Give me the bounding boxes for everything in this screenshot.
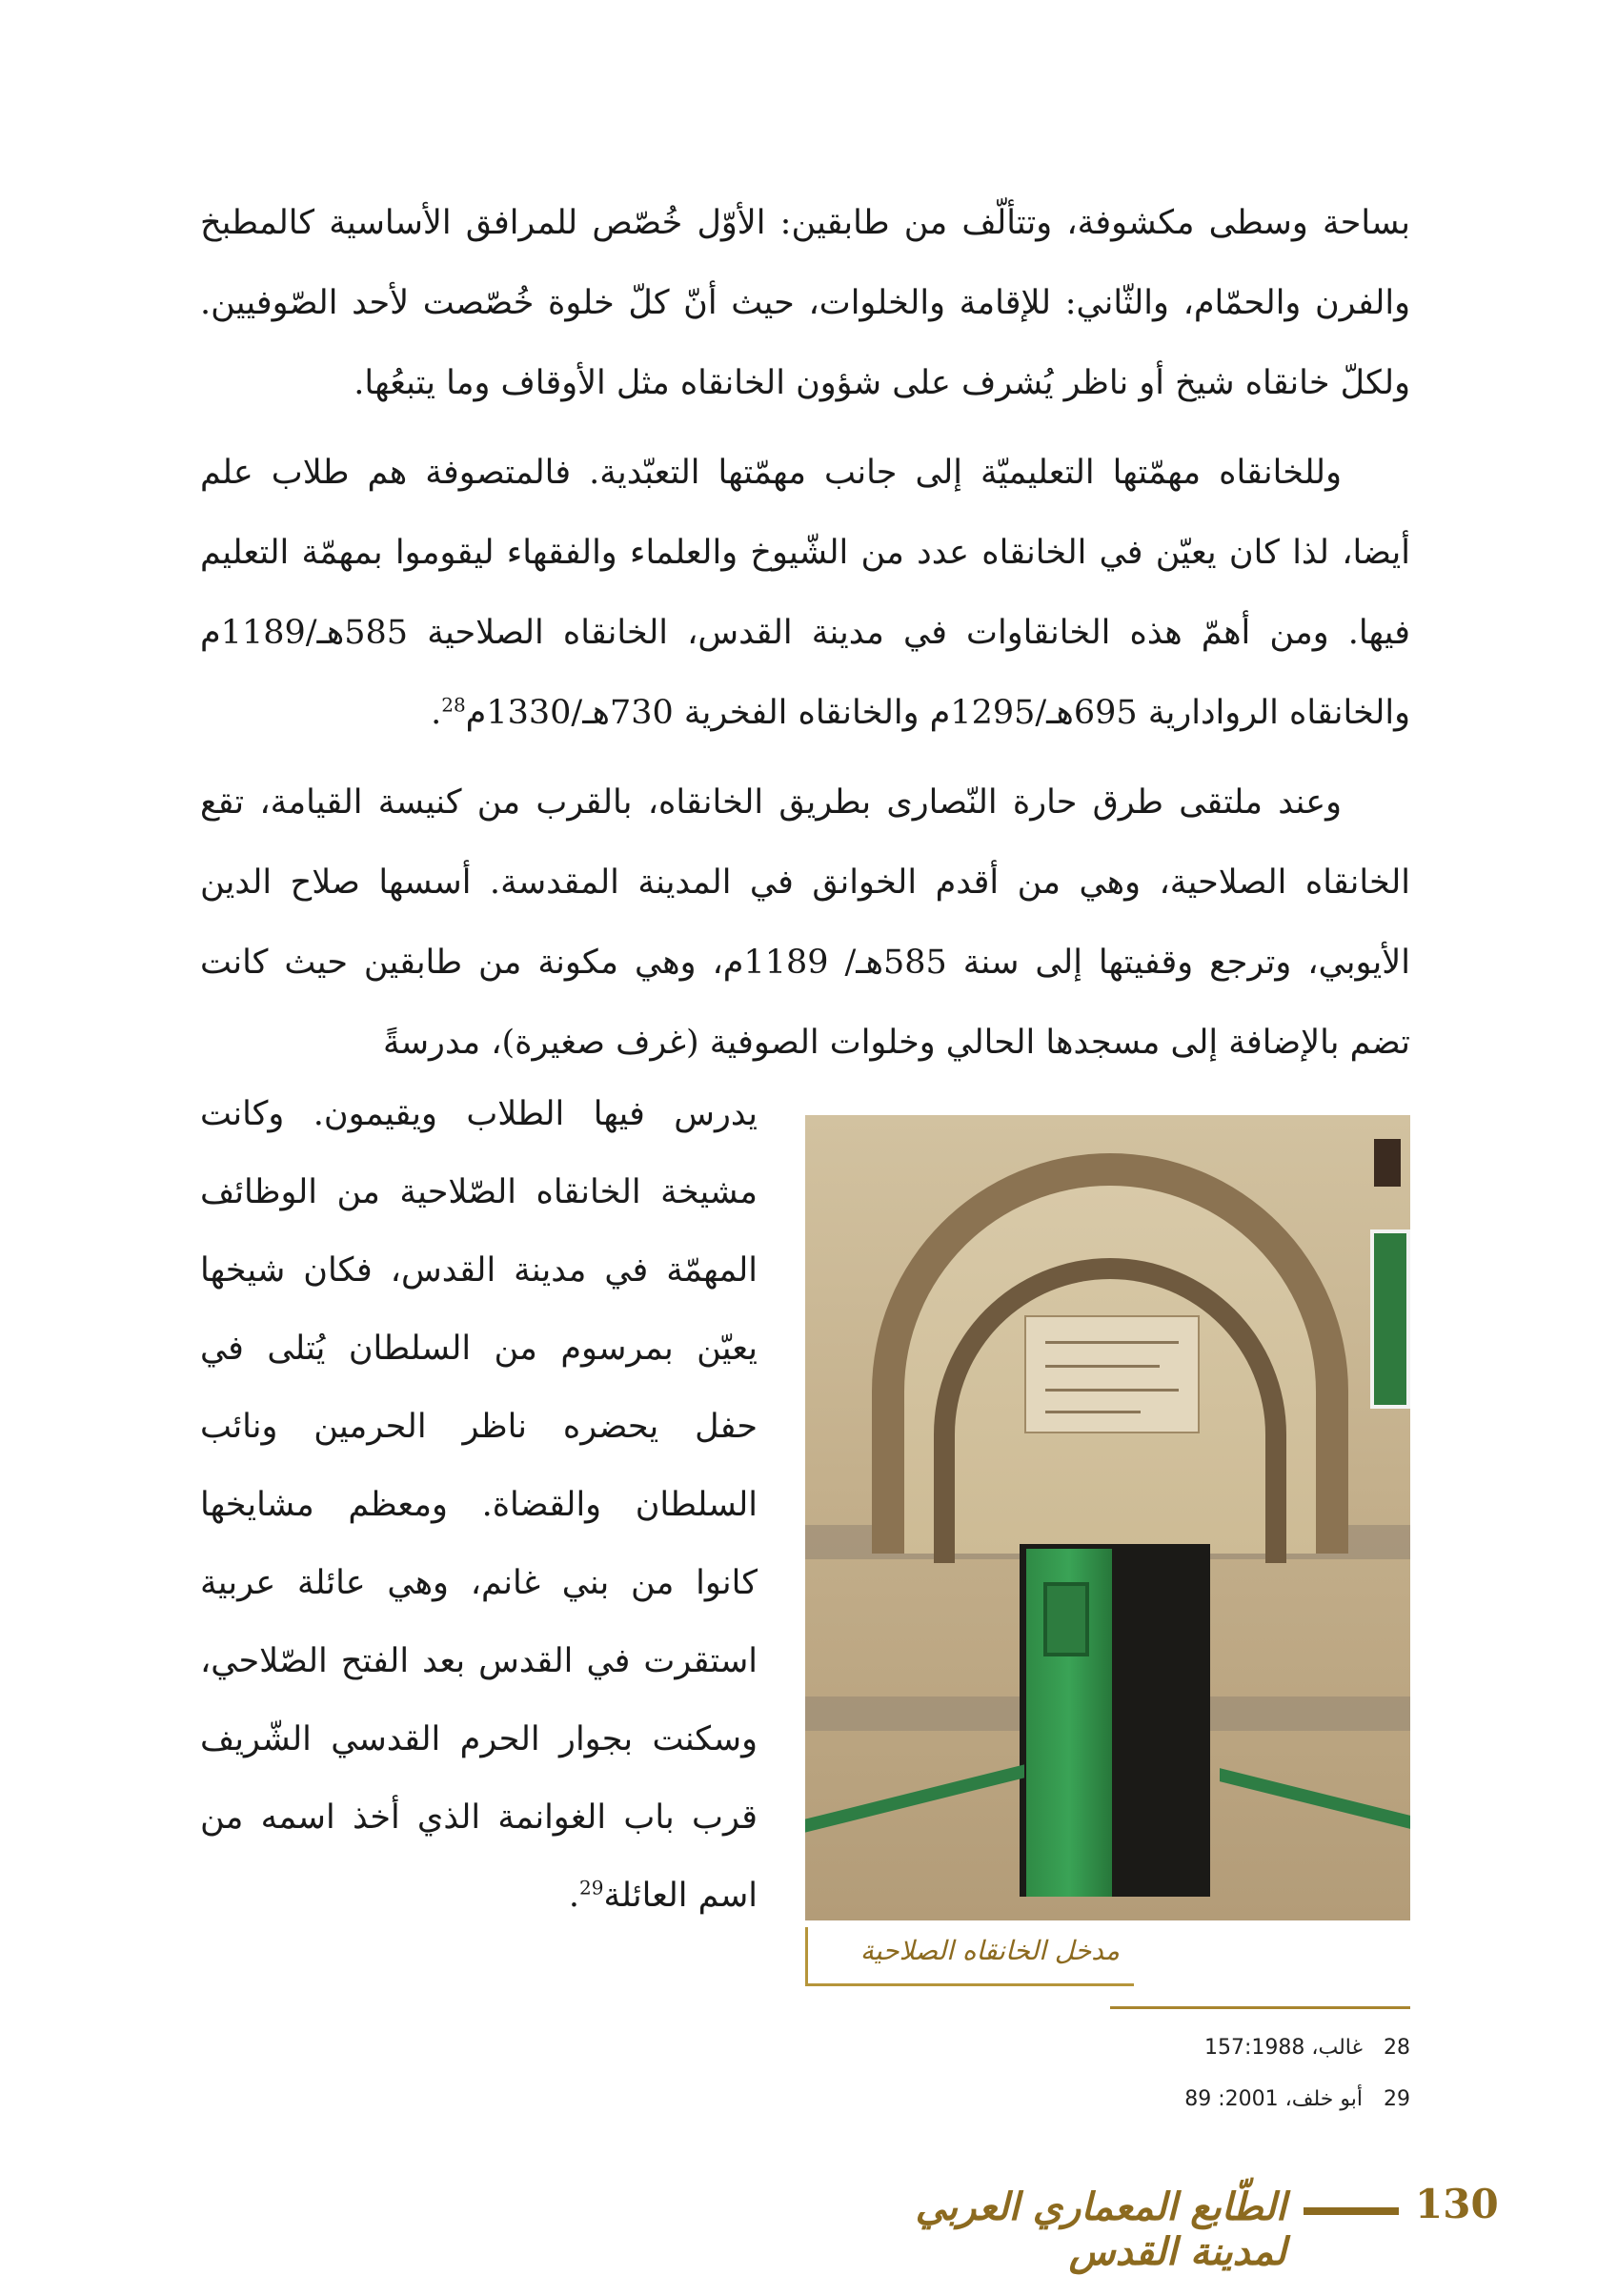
inscription-line [1045,1341,1179,1344]
wrapped-paragraph-text: يدرس فيها الطلاب ويقيمون. وكانت مشيخة الخانقاه الصّلاحية من الوظائف المهمّة في مدينة القدس، فكان شيخها يعيّن بمرسوم من السلطان يُتلى في حفل يحضره ناظر الحرمين ونائب السلطان والقضاة. ومعظم مشايخها كانوا من بني غانم، وهي عائلة عربية استقرت في القدس بعد الفتح الصّلاحي، وسكنت بجوار الحرم القدسي الشّريف قرب باب الغوانمة الذي أخذ اسمه من اسم العائلة [200,1095,758,1915]
khanqah-entrance-photo [805,1115,1410,1920]
footnote-text: غالب، 157:1988 [1203,2036,1363,2060]
footnote-number: 29 [1384,2087,1410,2111]
photo-caption: مدخل الخانقاه الصلاحية [859,1935,1120,1966]
footnote-number: 28 [1384,2036,1410,2060]
footnote-item [953,2074,1410,2125]
wall-lamp [1374,1139,1401,1187]
footnote-item [953,2022,1410,2074]
paragraph-3-text: وعند ملتقى طرق حارة النّصارى بطريق الخانقاه، بالقرب من كنيسة القيامة، تقع الخانقاه الصلاحية، وهي من أقدم الخوانق في المدينة المقدسة. أسسها صلاح الدين الأيوبي، وترجع وقفيتها إلى سنة 585هـ/ 1189م، وهي مكونة من طابقين حيث كانت تضم بالإضافة إلى مسجدها الحالي وخلوات الصوفية (غرف صغيرة)، مدرسةً [200,783,1410,1062]
paragraph-2-text: وللخانقاه مهمّتها التعليميّة إلى جانب مهمّتها التعبّدية. فالمتصوفة هم طلاب علم أيضا، لذا كان يعيّن في الخانقاه عدد من الشّيوخ والعلماء والفقهاء ليقوموا بمهمّة التعليم فيها. ومن أهمّ هذه الخانقاوات في مدينة القدس، الخانقاه الصلاحية 585هـ/1189م والخانقاه الروادارية 695هـ/1295م والخانقاه الفخرية 730هـ/1330م [200,454,1410,732]
door-grille [1043,1582,1089,1656]
main-text [200,183,1410,1092]
footnote-ref-29[interactable]: 29 [579,1876,604,1900]
paragraph-1 [200,183,1410,423]
inscription-plaque [1024,1315,1200,1433]
footnotes [953,2022,1410,2125]
footnote-ref-28[interactable]: 28 [441,693,466,717]
footnote-divider [1110,2006,1410,2009]
railing-right [1220,1768,1410,1829]
paragraph-1-text: بساحة وسطى مكشوفة، وتتألّف من طابقين: الأوّل خُصّص للمرافق الأساسية كالمطبخ والفرن والحمّام، والثّاني: للإقامة والخلوات، حيث أنّ كلّ خلوة خُصّصت لأحد الصّوفيين. ولكلّ خانقاه شيخ أو ناظر يُشرف على شؤون الخانقاه مثل الأوقاف وما يتبعُها. [200,204,1410,402]
street-sign [1370,1229,1410,1409]
inscription-line [1045,1389,1179,1392]
page-number: 130 [1415,2181,1499,2227]
railing-left [805,1764,1024,1832]
inscription-line [1045,1411,1141,1413]
inscription-line [1045,1365,1160,1368]
paragraph-3 [200,762,1410,1083]
footer-bar [1304,2207,1399,2215]
book-title-footer: الطّابع المعماري العربي لمدينة القدس [915,2184,1286,2274]
wrapped-paragraph: يدرس فيها الطلاب ويقيمون. وكانت مشيخة الخانقاه الصّلاحية من الوظائف المهمّة في مدينة القدس، فكان شيخها يعيّن بمرسوم من السلطان يُتلى في حفل يحضره ناظر الحرمين ونائب السلطان والقضاة. ومعظم مشايخها كانوا من بني غانم، وهي عائلة عربية استقرت في القدس بعد الفتح الصّلاحي، وسكنت بجوار الحرم القدسي الشّريف قرب باب الغوانمة الذي أخذ اسمه من اسم العائلة$^{29}$. [200,1095,758,1915]
footnote-text: أبو خلف، 2001: 89 [1184,2087,1363,2111]
paragraph-2: وللخانقاه مهمّتها التعليميّة إلى جانب مهمّتها التعبّدية. فالمتصوفة هم طلاب علم أيضا، لذا كان يعيّن في الخانقاه عدد من الشّيوخ والعلماء والفقهاء ليقوموا بمهمّة التعليم فيها. ومن أهمّ هذه الخانقاوات في مدينة القدس، الخانقاه الصلاحية 585هـ/1189م والخانقاه الروادارية 695هـ/1295م والخانقاه الفخرية 730هـ/1330م$^{28}$. [200,454,1410,732]
